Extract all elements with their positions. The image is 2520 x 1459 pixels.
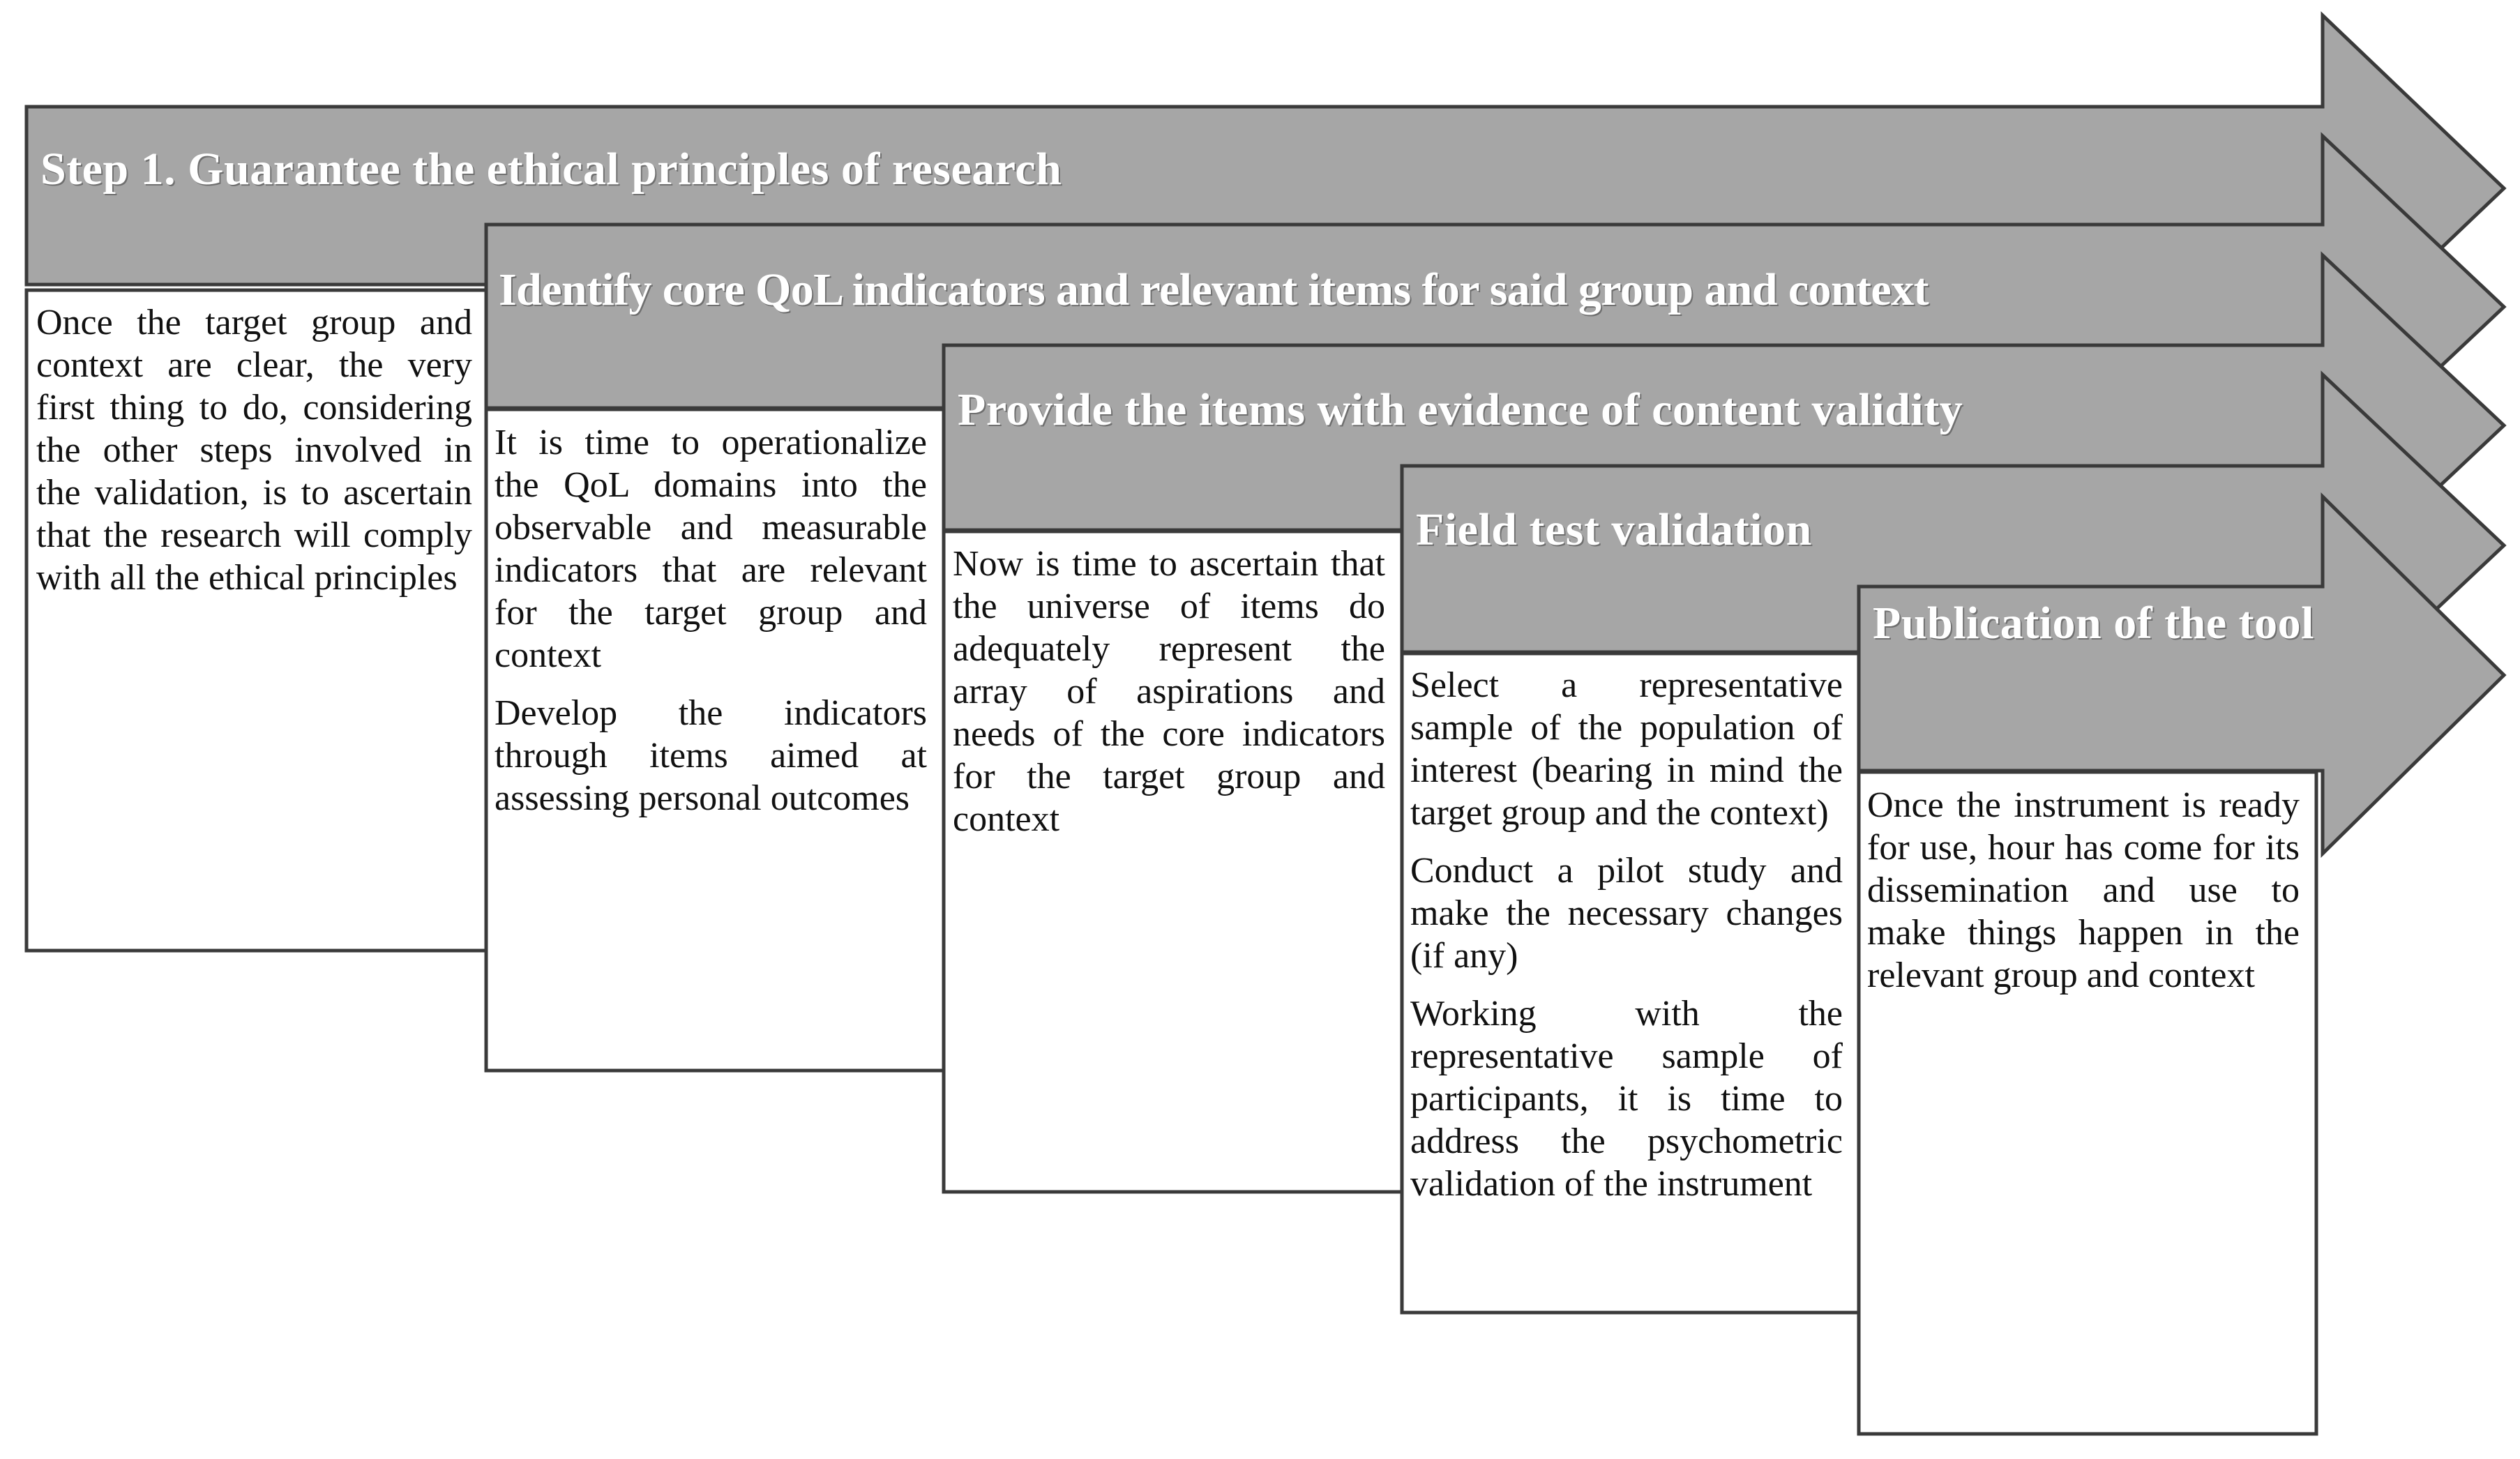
step-3-title: Provide the items with evidence of content validity (958, 384, 1963, 435)
step-4-title: Field test validation (1416, 504, 1812, 555)
step-3-description (953, 543, 1385, 856)
step-4-paragraph-2: Conduct a pilot study and make the necessary changes (if any) (1410, 851, 1843, 976)
step-1-paragraph-1: Once the target group and context are clear, the very first thing to do, considering the other steps involved in the validation, is to ascertain that the research will comply with all the ethical principles (36, 303, 472, 598)
step-5-paragraph-1: Once the instrument is ready for use, hour has come for its dissemination and use to make things happen in the relevant group and context (1867, 785, 2300, 995)
step-1-title: Step 1. Guarantee the ethical principles of research (40, 144, 1062, 195)
step-2-description (495, 421, 927, 835)
step-2-title: Identify core QoL indicators and relevant items for said group and context (499, 264, 1929, 315)
step-1-description (36, 301, 472, 614)
step-2-paragraph-2: Develop the indicators through items aimed at assessing personal outcomes (495, 693, 927, 818)
step-2-paragraph-1: It is time to operationalize the QoL domains into the observable and measurable indicators that are relevant for the target group and context (495, 423, 927, 675)
step-3-paragraph-1: Now is time to ascertain that the universe of items do adequately represent the array of aspirations and needs of the core indicators for the target group and context (953, 544, 1385, 839)
step-4-description (1410, 664, 1843, 1220)
step-5-title: Publication of the tool (1873, 598, 2314, 649)
step-4-paragraph-3: Working with the representative sample of participants, it is time to address the psychometric validation of the instrument (1410, 994, 1843, 1204)
step-4-paragraph-1: Select a representative sample of the population of interest (bearing in mind the target group and the context) (1410, 665, 1843, 833)
step-5-description (1867, 784, 2300, 1012)
